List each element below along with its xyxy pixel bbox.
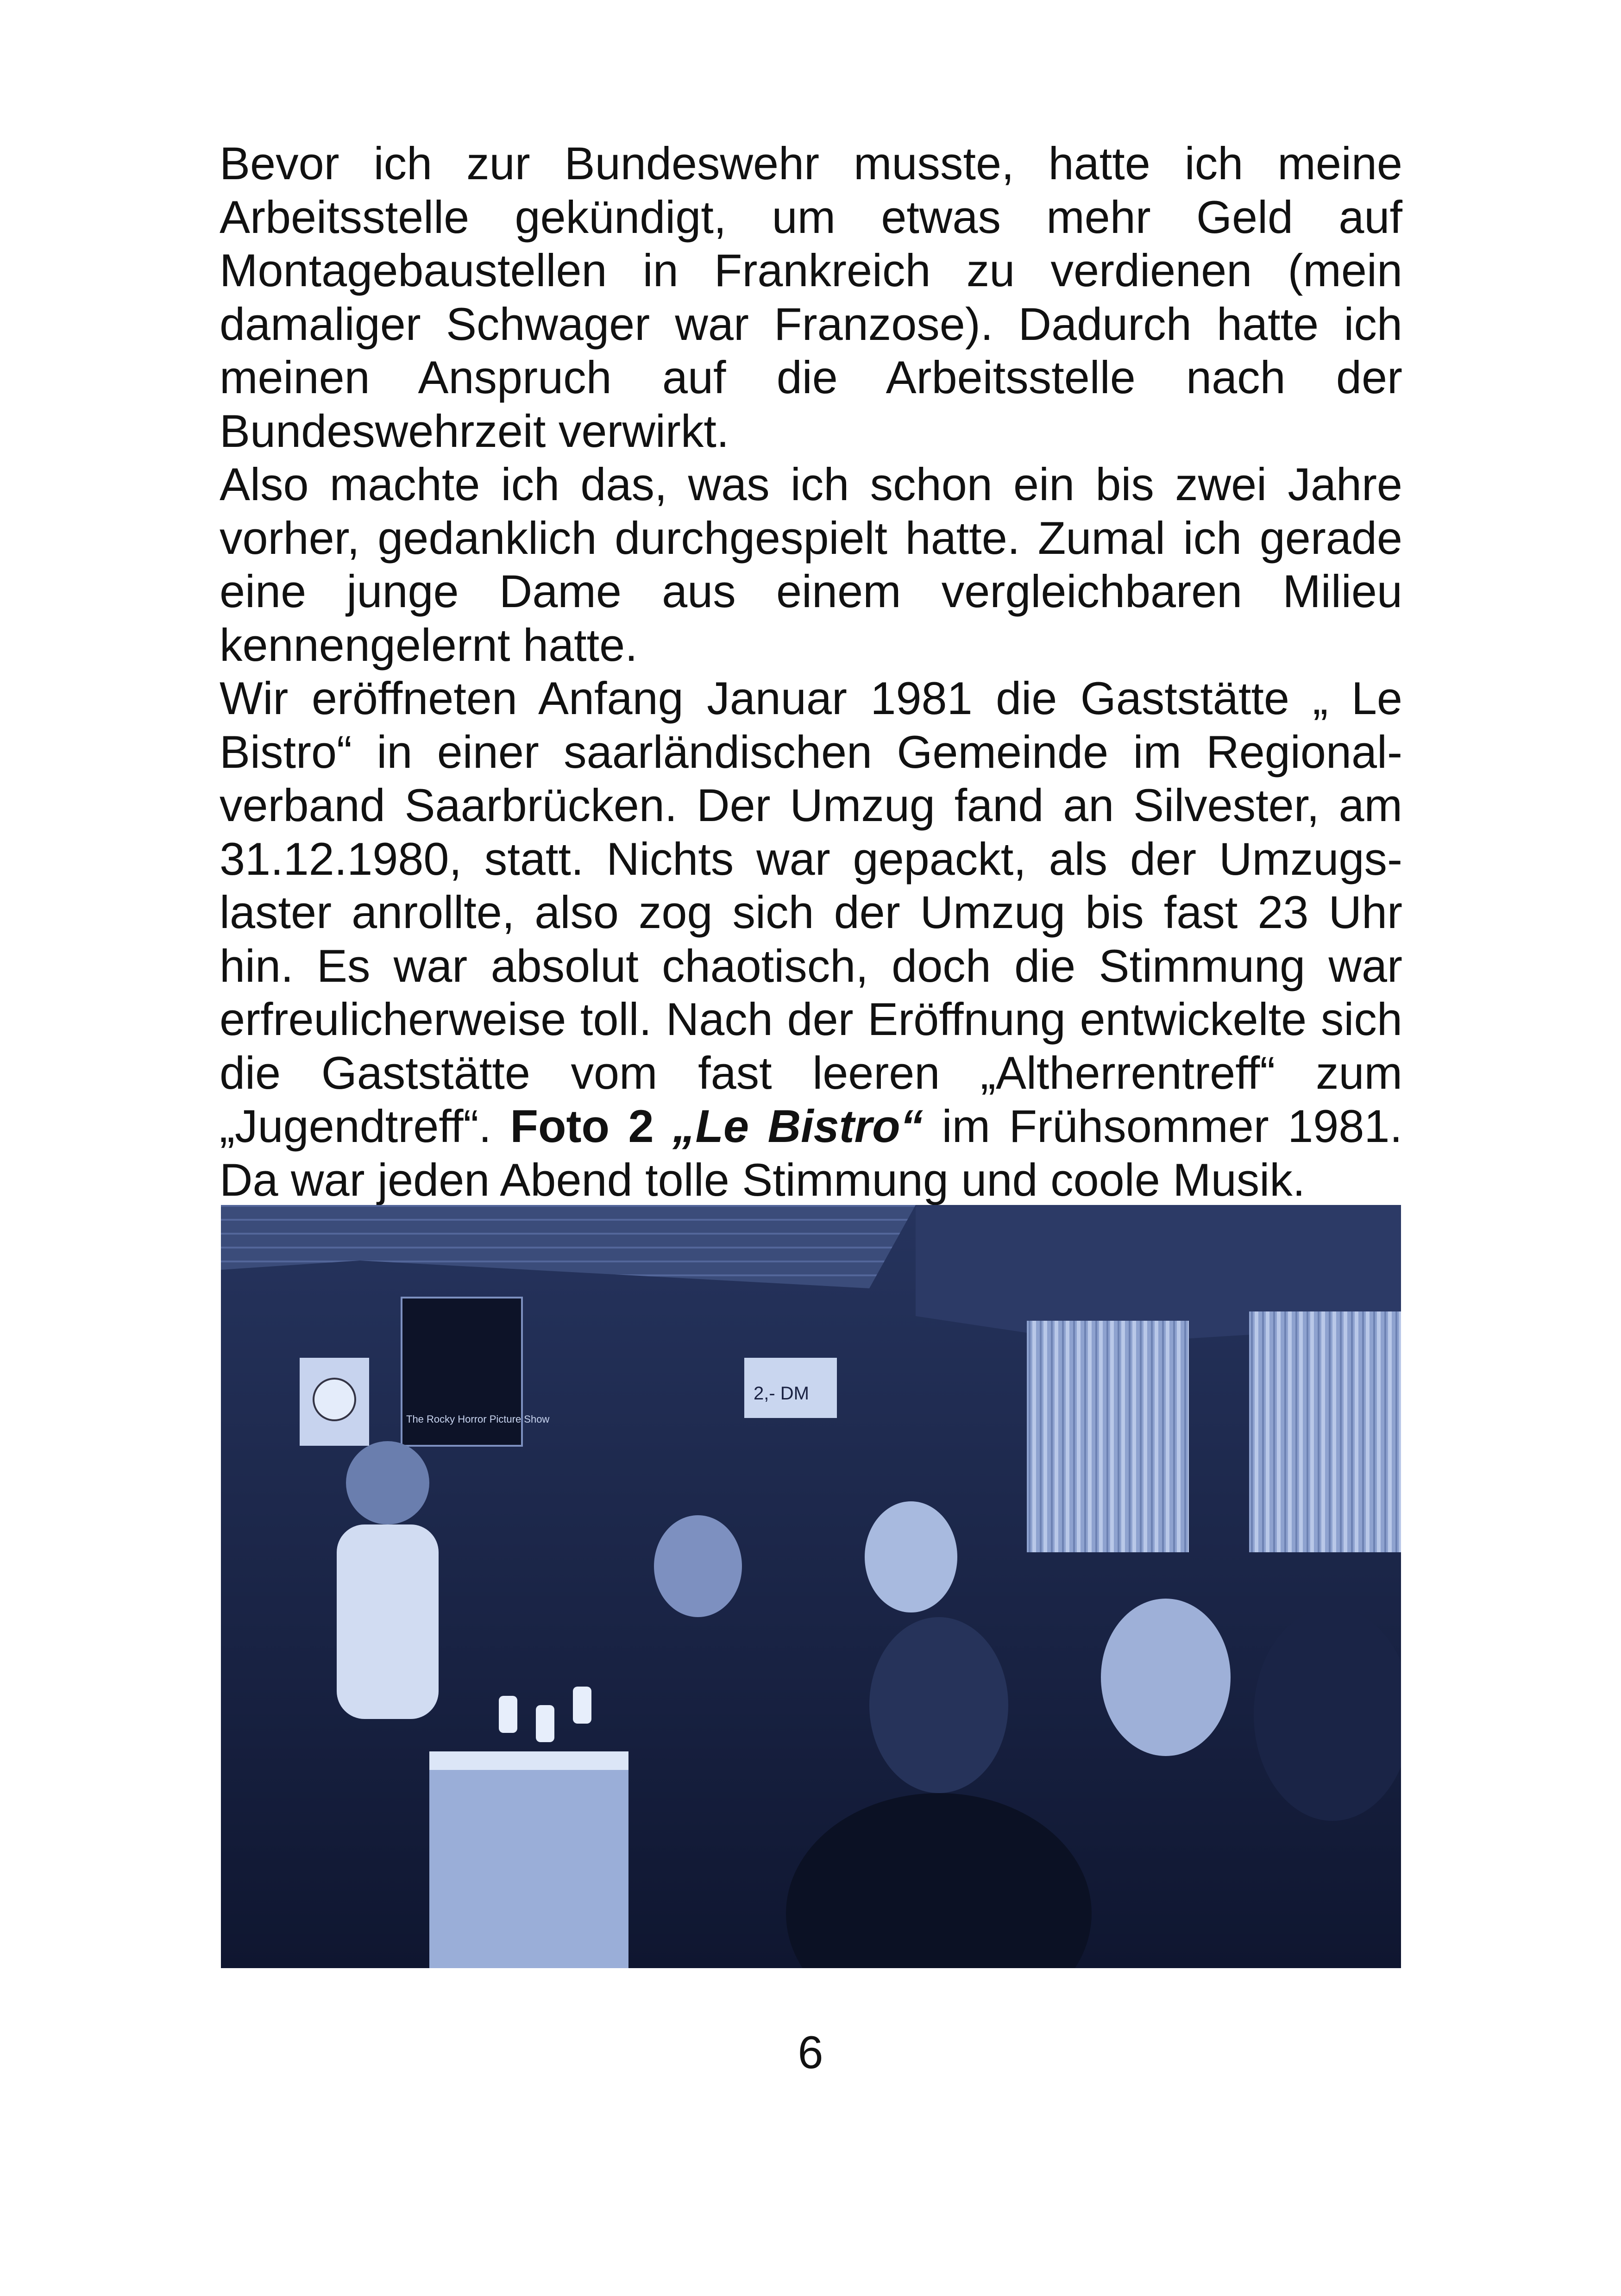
photo-reference: Foto 2 [510,1100,673,1152]
curtain-left [1027,1321,1189,1552]
price-sign-text: 2,- DM [754,1383,809,1404]
bistro-photo [221,1205,1401,1968]
body-text [220,137,1402,1206]
poster-text: The Rocky Horror Picture Show [406,1413,550,1425]
curtain-right [1249,1311,1401,1552]
paragraph-3-end: im Frühsommer 1981. Da war jeden Abend tolle Stimmung und coole Musik. [220,1100,1402,1205]
bistro-name: „Le Bistro“ [672,1100,924,1152]
paragraph-3-text: Wir eröffneten Anfang Januar 1981 die Gaststätte „ Le Bistro“ in einer saarländischen Gemeinde im Regional-verband Saarbrücken. Der Umzug fand an Silvester, am 31.12.1980, statt. Nichts war gepackt, als der Umzugs-laster anrollte, also zog sich der Umzug bis fast 23 Uhr hin. Es war absolut chaotisch, doch die Stimmung war erfreulicherweise toll. Nach der Eröffnung entwickelte sich die Gaststätte vom fast leeren „Altherrentreff“ zum „Jugendtreff“. [220,672,1402,1152]
page-number: 6 [798,2026,823,2078]
paragraph-1: Bevor ich zur Bundeswehr musste, hatte ich meine Arbeitsstelle gekündigt, um etwas mehr Geld auf Montagebaustellen in Frankreich zu verdienen (mein damaliger Schwager war Franzose). Dadurch hatte ich meinen Anspruch auf die Arbeitsstelle nach der Bundeswehrzeit verwirkt. [220,138,1402,457]
paragraph-2: Also machte ich das, was ich schon ein bis zwei Jahre vorher, gedanklich durchgespielt hatte. Zumal ich gerade eine junge Dame aus einem vergleichbaren Milieu kennengelernt hatte. [220,458,1402,671]
paragraph-3 [220,671,1402,1206]
bar-counter [429,1751,628,1968]
bartender [337,1441,439,1719]
